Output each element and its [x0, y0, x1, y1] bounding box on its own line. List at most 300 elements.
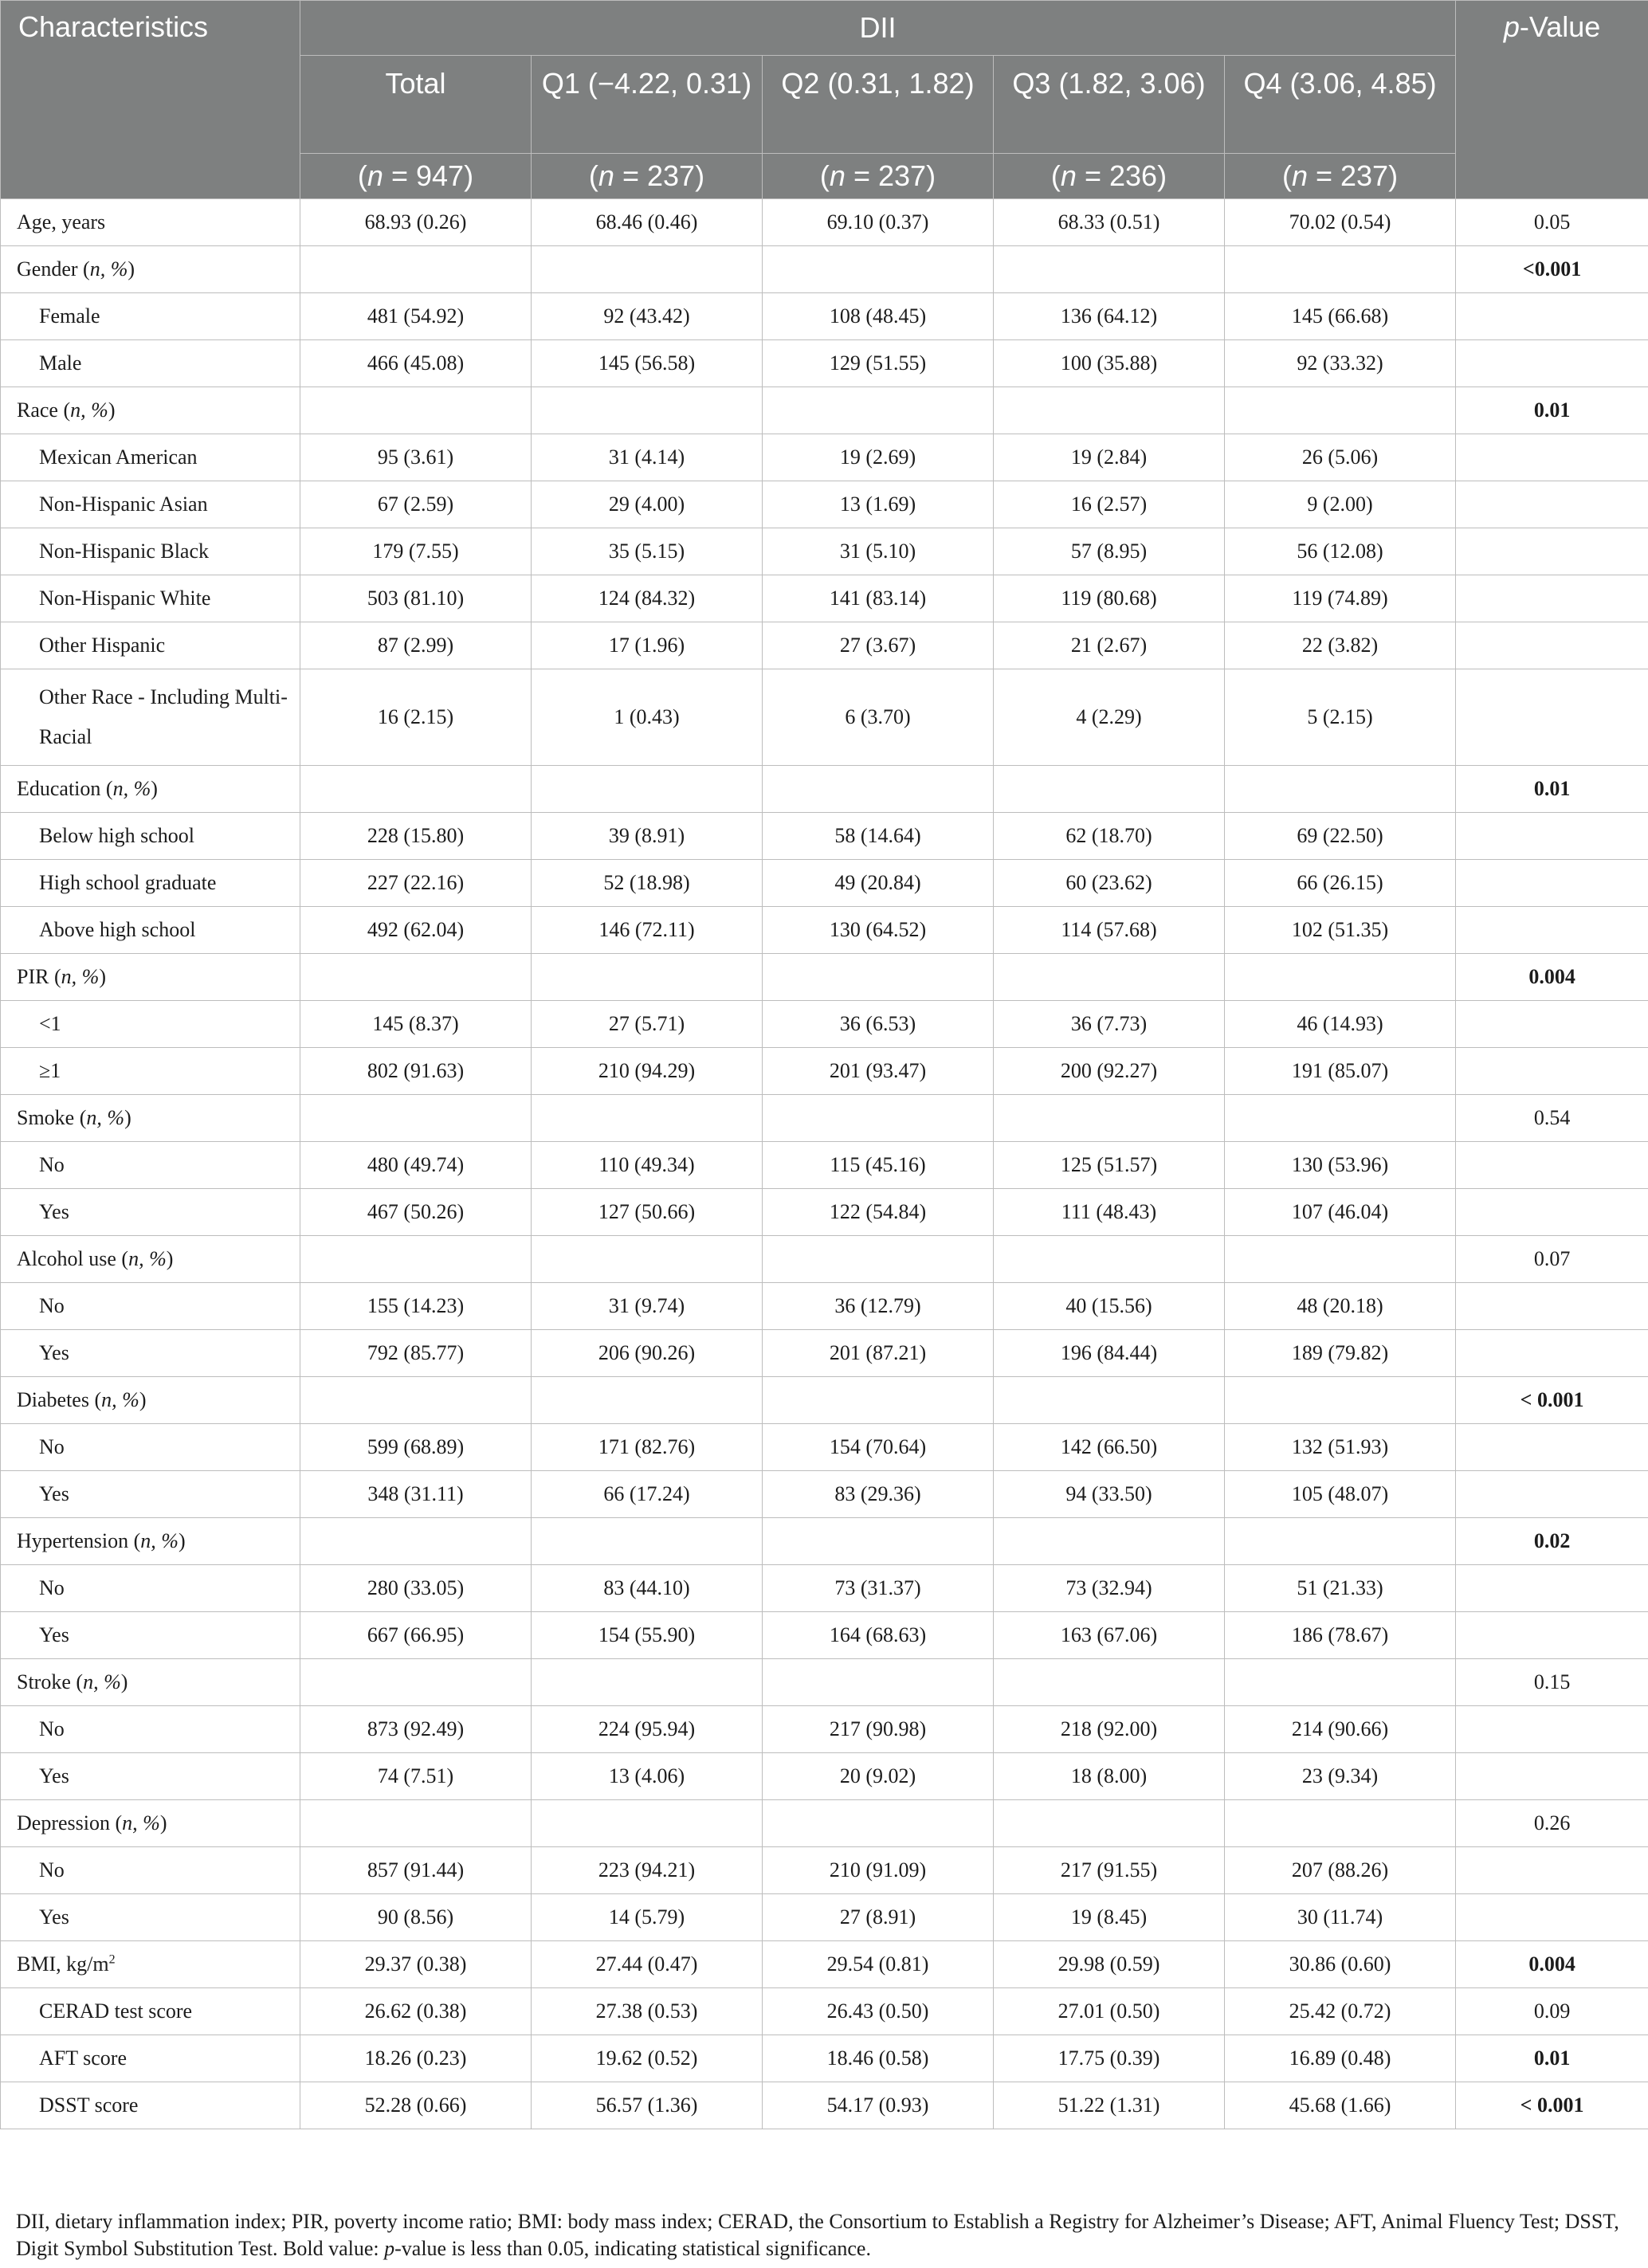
row-value: 214 (90.66): [1225, 1706, 1456, 1753]
row-value: 217 (91.55): [994, 1847, 1225, 1894]
row-label: AFT score: [1, 2035, 300, 2082]
row-value: 46 (14.93): [1225, 1001, 1456, 1048]
row-pvalue: 0.09: [1456, 1988, 1648, 2035]
row-value: 857 (91.44): [300, 1847, 532, 1894]
row-value: 129 (51.55): [763, 340, 994, 387]
row-value: 16 (2.15): [300, 669, 532, 766]
pvalue-header: p-Value: [1456, 1, 1648, 199]
row-value: 27 (8.91): [763, 1894, 994, 1941]
row-value: [994, 1377, 1225, 1424]
row-value: 52.28 (0.66): [300, 2082, 532, 2129]
row-value: [1225, 1095, 1456, 1142]
row-label: CERAD test score: [1, 1988, 300, 2035]
row-value: [1225, 1236, 1456, 1283]
row-value: 74 (7.51): [300, 1753, 532, 1800]
row-value: 67 (2.59): [300, 481, 532, 528]
row-pvalue: 0.54: [1456, 1095, 1648, 1142]
row-label: Above high school: [1, 907, 300, 954]
row-pvalue: < 0.001: [1456, 1377, 1648, 1424]
row-value: 16.89 (0.48): [1225, 2035, 1456, 2082]
row-pvalue: [1456, 1142, 1648, 1189]
row-value: [763, 387, 994, 434]
row-value: 36 (6.53): [763, 1001, 994, 1048]
table-row: [1, 1847, 1648, 1894]
row-value: 467 (50.26): [300, 1189, 532, 1236]
row-value: 30.86 (0.60): [1225, 1941, 1456, 1988]
row-value: 145 (66.68): [1225, 293, 1456, 340]
row-value: 667 (66.95): [300, 1612, 532, 1659]
table-row: [1, 1377, 1648, 1424]
table-row: [1, 1753, 1648, 1800]
row-value: 26.62 (0.38): [300, 1988, 532, 2035]
row-value: 35 (5.15): [532, 528, 763, 575]
table-row: [1, 1001, 1648, 1048]
row-value: 132 (51.93): [1225, 1424, 1456, 1471]
row-label: No: [1, 1847, 300, 1894]
row-value: [532, 387, 763, 434]
row-value: [994, 766, 1225, 813]
row-value: 18 (8.00): [994, 1753, 1225, 1800]
row-value: 69 (22.50): [1225, 813, 1456, 860]
row-value: 115 (45.16): [763, 1142, 994, 1189]
row-pvalue: [1456, 528, 1648, 575]
row-value: [1225, 387, 1456, 434]
row-value: 83 (29.36): [763, 1471, 994, 1518]
row-value: 29.54 (0.81): [763, 1941, 994, 1988]
row-value: 130 (64.52): [763, 907, 994, 954]
row-value: [300, 766, 532, 813]
row-value: [994, 1518, 1225, 1565]
row-value: [1225, 1518, 1456, 1565]
row-value: [300, 387, 532, 434]
row-value: [1225, 1659, 1456, 1706]
row-value: 179 (7.55): [300, 528, 532, 575]
row-value: 146 (72.11): [532, 907, 763, 954]
row-value: 29 (4.00): [532, 481, 763, 528]
row-value: 102 (51.35): [1225, 907, 1456, 954]
table-row: [1, 1800, 1648, 1847]
row-value: 68.46 (0.46): [532, 199, 763, 246]
row-value: 481 (54.92): [300, 293, 532, 340]
row-value: 217 (90.98): [763, 1706, 994, 1753]
row-value: [1225, 246, 1456, 293]
row-pvalue: [1456, 860, 1648, 907]
row-value: 114 (57.68): [994, 907, 1225, 954]
row-label: Hypertension (n, %): [1, 1518, 300, 1565]
row-value: 792 (85.77): [300, 1330, 532, 1377]
table-row: [1, 1142, 1648, 1189]
row-value: 210 (94.29): [532, 1048, 763, 1095]
table-row: [1, 1424, 1648, 1471]
row-pvalue: [1456, 434, 1648, 481]
row-value: 40 (15.56): [994, 1283, 1225, 1330]
characteristics-header: Characteristics: [1, 1, 300, 199]
row-value: 25.42 (0.72): [1225, 1988, 1456, 2035]
row-value: [300, 1236, 532, 1283]
row-value: 228 (15.80): [300, 813, 532, 860]
row-value: 17 (1.96): [532, 622, 763, 669]
row-value: 19 (2.84): [994, 434, 1225, 481]
row-label: Mexican American: [1, 434, 300, 481]
row-value: [994, 1236, 1225, 1283]
row-value: 224 (95.94): [532, 1706, 763, 1753]
row-value: 66 (17.24): [532, 1471, 763, 1518]
row-value: 68.33 (0.51): [994, 199, 1225, 246]
row-pvalue: [1456, 1283, 1648, 1330]
row-pvalue: [1456, 669, 1648, 766]
table-row: [1, 860, 1648, 907]
row-value: 136 (64.12): [994, 293, 1225, 340]
row-label: Race (n, %): [1, 387, 300, 434]
row-value: 492 (62.04): [300, 907, 532, 954]
table-row: [1, 766, 1648, 813]
row-value: 348 (31.11): [300, 1471, 532, 1518]
row-label: Stroke (n, %): [1, 1659, 300, 1706]
row-value: 125 (51.57): [994, 1142, 1225, 1189]
table-row: [1, 1095, 1648, 1142]
row-value: 191 (85.07): [1225, 1048, 1456, 1095]
group-header-q1: Q1 (−4.22, 0.31): [532, 56, 763, 154]
row-value: 223 (94.21): [532, 1847, 763, 1894]
row-label: Male: [1, 340, 300, 387]
row-value: 19 (2.69): [763, 434, 994, 481]
row-value: 110 (49.34): [532, 1142, 763, 1189]
row-value: 13 (4.06): [532, 1753, 763, 1800]
row-value: 480 (49.74): [300, 1142, 532, 1189]
row-value: [994, 954, 1225, 1001]
row-label: Smoke (n, %): [1, 1095, 300, 1142]
row-value: 27.44 (0.47): [532, 1941, 763, 1988]
row-value: 9 (2.00): [1225, 481, 1456, 528]
table-row: [1, 907, 1648, 954]
row-value: 49 (20.84): [763, 860, 994, 907]
row-pvalue: [1456, 481, 1648, 528]
row-value: 4 (2.29): [994, 669, 1225, 766]
row-value: [300, 1377, 532, 1424]
row-value: 130 (53.96): [1225, 1142, 1456, 1189]
row-value: 56 (12.08): [1225, 528, 1456, 575]
row-value: 58 (14.64): [763, 813, 994, 860]
row-label: No: [1, 1142, 300, 1189]
row-value: [532, 1236, 763, 1283]
row-value: [763, 1095, 994, 1142]
row-label: Yes: [1, 1189, 300, 1236]
row-pvalue: [1456, 340, 1648, 387]
row-value: 14 (5.79): [532, 1894, 763, 1941]
row-value: 36 (7.73): [994, 1001, 1225, 1048]
table-row: [1, 528, 1648, 575]
row-value: 5 (2.15): [1225, 669, 1456, 766]
row-value: 163 (67.06): [994, 1612, 1225, 1659]
row-value: [532, 1377, 763, 1424]
table-row: [1, 1612, 1648, 1659]
row-label: Depression (n, %): [1, 1800, 300, 1847]
row-pvalue: [1456, 1565, 1648, 1612]
row-value: 39 (8.91): [532, 813, 763, 860]
row-value: 503 (81.10): [300, 575, 532, 622]
row-label: DSST score: [1, 2082, 300, 2129]
row-label: Other Race - Including Multi-Racial: [1, 669, 300, 766]
row-value: [300, 1659, 532, 1706]
row-value: 73 (31.37): [763, 1565, 994, 1612]
row-label: ≥1: [1, 1048, 300, 1095]
group-n-total: (n = 947): [300, 154, 532, 199]
row-value: 16 (2.57): [994, 481, 1225, 528]
group-header-q2: Q2 (0.31, 1.82): [763, 56, 994, 154]
table-row: [1, 481, 1648, 528]
row-value: 60 (23.62): [994, 860, 1225, 907]
table-header: [1, 1, 1648, 199]
row-value: [300, 954, 532, 1001]
row-pvalue: 0.26: [1456, 1800, 1648, 1847]
row-value: 23 (9.34): [1225, 1753, 1456, 1800]
row-value: 802 (91.63): [300, 1048, 532, 1095]
row-value: [763, 246, 994, 293]
row-label: Yes: [1, 1330, 300, 1377]
row-value: 51.22 (1.31): [994, 2082, 1225, 2129]
row-value: 108 (48.45): [763, 293, 994, 340]
row-value: 124 (84.32): [532, 575, 763, 622]
table-row: [1, 622, 1648, 669]
row-value: 52 (18.98): [532, 860, 763, 907]
row-value: 154 (70.64): [763, 1424, 994, 1471]
group-header-q4: Q4 (3.06, 4.85): [1225, 56, 1456, 154]
row-pvalue: [1456, 293, 1648, 340]
row-label: No: [1, 1706, 300, 1753]
table-row: [1, 1706, 1648, 1753]
row-label: PIR (n, %): [1, 954, 300, 1001]
row-value: [763, 1236, 994, 1283]
row-pvalue: 0.01: [1456, 387, 1648, 434]
row-value: [300, 1518, 532, 1565]
row-pvalue: 0.02: [1456, 1518, 1648, 1565]
row-label: High school graduate: [1, 860, 300, 907]
row-pvalue: 0.05: [1456, 199, 1648, 246]
row-label: Gender (n, %): [1, 246, 300, 293]
row-pvalue: 0.004: [1456, 1941, 1648, 1988]
row-pvalue: [1456, 1894, 1648, 1941]
row-value: 142 (66.50): [994, 1424, 1225, 1471]
row-label: BMI, $kg/m^2$: [1, 1941, 300, 1988]
table-row: [1, 1518, 1648, 1565]
row-value: 22 (3.82): [1225, 622, 1456, 669]
row-value: 201 (87.21): [763, 1330, 994, 1377]
row-value: 119 (74.89): [1225, 575, 1456, 622]
row-value: 54.17 (0.93): [763, 2082, 994, 2129]
row-value: 200 (92.27): [994, 1048, 1225, 1095]
row-value: 26.43 (0.50): [763, 1988, 994, 2035]
row-label: Diabetes (n, %): [1, 1377, 300, 1424]
row-value: [532, 1800, 763, 1847]
row-pvalue: < 0.001: [1456, 2082, 1648, 2129]
row-value: 57 (8.95): [994, 528, 1225, 575]
row-value: 92 (33.32): [1225, 340, 1456, 387]
row-pvalue: 0.01: [1456, 2035, 1648, 2082]
row-value: 155 (14.23): [300, 1283, 532, 1330]
group-header-q3: Q3 (1.82, 3.06): [994, 56, 1225, 154]
row-value: [532, 1095, 763, 1142]
row-value: 280 (33.05): [300, 1565, 532, 1612]
row-pvalue: [1456, 1330, 1648, 1377]
row-label: No: [1, 1565, 300, 1612]
row-value: 164 (68.63): [763, 1612, 994, 1659]
table-row: [1, 1330, 1648, 1377]
row-value: 69.10 (0.37): [763, 199, 994, 246]
row-value: 145 (56.58): [532, 340, 763, 387]
table-row: [1, 246, 1648, 293]
row-pvalue: 0.004: [1456, 954, 1648, 1001]
row-value: [994, 387, 1225, 434]
row-value: 18.26 (0.23): [300, 2035, 532, 2082]
row-pvalue: [1456, 1189, 1648, 1236]
row-label: Yes: [1, 1612, 300, 1659]
row-pvalue: [1456, 622, 1648, 669]
row-value: 186 (78.67): [1225, 1612, 1456, 1659]
row-value: 70.02 (0.54): [1225, 199, 1456, 246]
row-pvalue: [1456, 907, 1648, 954]
row-pvalue: 0.07: [1456, 1236, 1648, 1283]
row-value: [1225, 1800, 1456, 1847]
group-n-q2: (n = 237): [763, 154, 994, 199]
row-value: 29.37 (0.38): [300, 1941, 532, 1988]
row-value: 31 (4.14): [532, 434, 763, 481]
row-value: [763, 1659, 994, 1706]
row-label: Yes: [1, 1753, 300, 1800]
group-n-q3: (n = 236): [994, 154, 1225, 199]
group-header-total: Total: [300, 56, 532, 154]
row-value: 210 (91.09): [763, 1847, 994, 1894]
row-value: [763, 766, 994, 813]
table-row: [1, 1048, 1648, 1095]
row-value: [300, 1095, 532, 1142]
row-value: 1 (0.43): [532, 669, 763, 766]
row-value: 218 (92.00): [994, 1706, 1225, 1753]
row-value: [532, 1518, 763, 1565]
table-row: [1, 340, 1648, 387]
row-pvalue: [1456, 1706, 1648, 1753]
row-value: 145 (8.37): [300, 1001, 532, 1048]
table-row: [1, 1565, 1648, 1612]
row-value: 122 (54.84): [763, 1189, 994, 1236]
row-value: 27 (3.67): [763, 622, 994, 669]
table-row: [1, 199, 1648, 246]
row-value: [1225, 1377, 1456, 1424]
row-value: [532, 1659, 763, 1706]
row-pvalue: 0.01: [1456, 766, 1648, 813]
table-row: [1, 387, 1648, 434]
row-label: Non-Hispanic White: [1, 575, 300, 622]
row-value: 21 (2.67): [994, 622, 1225, 669]
row-value: 107 (46.04): [1225, 1189, 1456, 1236]
row-value: 13 (1.69): [763, 481, 994, 528]
row-value: [994, 1800, 1225, 1847]
row-value: 30 (11.74): [1225, 1894, 1456, 1941]
table-row: [1, 1283, 1648, 1330]
row-value: 31 (9.74): [532, 1283, 763, 1330]
row-value: 100 (35.88): [994, 340, 1225, 387]
row-value: 19.62 (0.52): [532, 2035, 763, 2082]
row-label: Non-Hispanic Black: [1, 528, 300, 575]
table-row: [1, 1659, 1648, 1706]
table-row: [1, 1236, 1648, 1283]
row-pvalue: [1456, 1612, 1648, 1659]
row-pvalue: [1456, 575, 1648, 622]
row-value: 18.46 (0.58): [763, 2035, 994, 2082]
row-value: 90 (8.56): [300, 1894, 532, 1941]
row-value: 27.38 (0.53): [532, 1988, 763, 2035]
row-value: 56.57 (1.36): [532, 2082, 763, 2129]
row-pvalue: [1456, 1471, 1648, 1518]
row-value: 45.68 (1.66): [1225, 2082, 1456, 2129]
row-value: [763, 954, 994, 1001]
table-row: [1, 813, 1648, 860]
row-value: 111 (48.43): [994, 1189, 1225, 1236]
row-value: 68.93 (0.26): [300, 199, 532, 246]
row-label: Non-Hispanic Asian: [1, 481, 300, 528]
table-row: [1, 954, 1648, 1001]
row-value: 62 (18.70): [994, 813, 1225, 860]
row-value: [763, 1377, 994, 1424]
row-value: 95 (3.61): [300, 434, 532, 481]
row-value: 87 (2.99): [300, 622, 532, 669]
row-value: [994, 1659, 1225, 1706]
row-value: 189 (79.82): [1225, 1330, 1456, 1377]
row-value: 20 (9.02): [763, 1753, 994, 1800]
row-value: 207 (88.26): [1225, 1847, 1456, 1894]
row-value: 94 (33.50): [994, 1471, 1225, 1518]
row-pvalue: [1456, 1847, 1648, 1894]
row-value: 19 (8.45): [994, 1894, 1225, 1941]
row-value: 26 (5.06): [1225, 434, 1456, 481]
row-pvalue: 0.15: [1456, 1659, 1648, 1706]
row-value: 171 (82.76): [532, 1424, 763, 1471]
row-value: [532, 954, 763, 1001]
row-label: Yes: [1, 1894, 300, 1941]
row-pvalue: [1456, 1001, 1648, 1048]
table-row: [1, 2082, 1648, 2129]
row-label: No: [1, 1424, 300, 1471]
row-value: [763, 1800, 994, 1847]
row-label: Yes: [1, 1471, 300, 1518]
row-value: 466 (45.08): [300, 340, 532, 387]
row-value: 48 (20.18): [1225, 1283, 1456, 1330]
table-row: [1, 1189, 1648, 1236]
row-value: [994, 1095, 1225, 1142]
row-value: 6 (3.70): [763, 669, 994, 766]
row-label: No: [1, 1283, 300, 1330]
row-value: 127 (50.66): [532, 1189, 763, 1236]
row-value: 29.98 (0.59): [994, 1941, 1225, 1988]
table-row: [1, 575, 1648, 622]
row-value: 196 (84.44): [994, 1330, 1225, 1377]
row-value: 36 (12.79): [763, 1283, 994, 1330]
row-label: <1: [1, 1001, 300, 1048]
row-value: 599 (68.89): [300, 1424, 532, 1471]
row-label: Alcohol use (n, %): [1, 1236, 300, 1283]
table-row: [1, 434, 1648, 481]
table-row: [1, 2035, 1648, 2082]
table-row: [1, 1894, 1648, 1941]
row-value: 66 (26.15): [1225, 860, 1456, 907]
row-pvalue: [1456, 1753, 1648, 1800]
table-row: [1, 1471, 1648, 1518]
row-value: 31 (5.10): [763, 528, 994, 575]
row-value: 201 (93.47): [763, 1048, 994, 1095]
row-value: [532, 246, 763, 293]
row-value: 227 (22.16): [300, 860, 532, 907]
row-value: 206 (90.26): [532, 1330, 763, 1377]
row-value: [763, 1518, 994, 1565]
